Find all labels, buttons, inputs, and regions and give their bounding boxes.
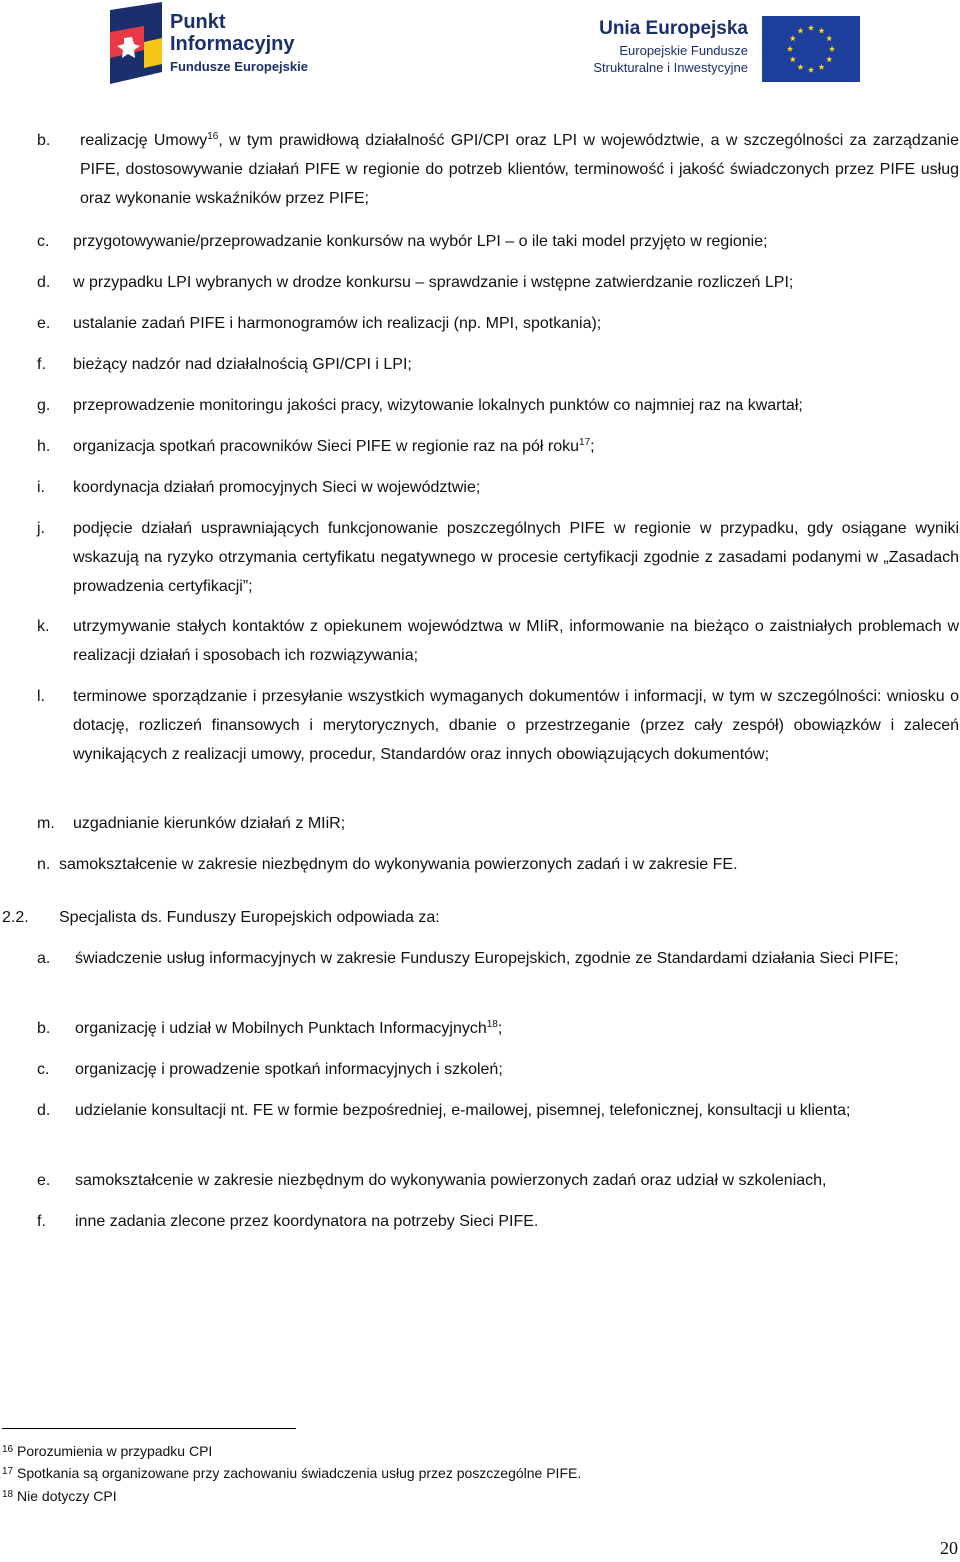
logo-text-fundusze: Fundusze Europejskie (170, 59, 308, 74)
footnote (2, 1486, 117, 1506)
list-text-part: organizacja spotkań pracowników Sieci PIFE w regionie raz na pół roku (73, 438, 580, 455)
list-label: c. (37, 1061, 50, 1078)
list-text: terminowe sporządzanie i przesyłanie wszystkich wymaganych dokumentów i informacji, w tym w szczególności: wniosku o dotację, rozliczeń finansowych i merytorycznych, dbanie o przestrzeganie (przez cały zespół) obowiązków i zaleceń wynikających z realizacji umowy, procedur, Standardów oraz innych obowiązujących dokumentów; (73, 688, 959, 763)
list-label: k. (37, 618, 50, 635)
punkt-informacyjny-logo (104, 2, 334, 86)
list-text: bieżący nadzór nad działalnością GPI/CPI i LPI; (73, 356, 412, 373)
list-label: n. (37, 856, 51, 873)
list-label: d. (37, 1102, 51, 1119)
logo-text-efs: Europejskie Fundusze (619, 43, 748, 58)
list-text (75, 1014, 959, 1043)
list-label: e. (37, 1172, 51, 1189)
unia-europejska-logo (580, 14, 860, 84)
list-label: i. (37, 479, 45, 496)
list-item (37, 126, 959, 216)
logo-text-informacyjny: Informacyjny (170, 33, 295, 55)
list-text: udzielanie konsultacji nt. FE w formie bezpośredniej, e-mailowej, pisemnej, telefonicznej, konsultacji u klienta; (75, 1102, 851, 1119)
list-text: ustalanie zadań PIFE i harmonogramów ich realizacji (np. MPI, spotkania); (73, 315, 602, 332)
list-label: c. (37, 233, 50, 250)
footnote-separator (2, 1428, 296, 1429)
logo-text-strukturalne: Strukturalne i Inwestycyjne (593, 60, 748, 75)
list-label: e. (37, 315, 51, 332)
list-label: b. (37, 1020, 51, 1037)
list-text: świadczenie usług informacyjnych w zakresie Funduszy Europejskich, zgodnie ze Standardami działania Sieci PIFE; (75, 950, 899, 967)
list-label: f. (37, 356, 46, 373)
list-text: inne zadania zlecone przez koordynatora na potrzeby Sieci PIFE. (75, 1213, 539, 1230)
section-number: 2.2. (2, 909, 29, 926)
list-text: w przypadku LPI wybranych w drodze konkursu – sprawdzanie i wstępne zatwierdzanie rozliczeń LPI; (73, 274, 794, 291)
list-label: b. (37, 132, 51, 149)
list-text: przygotowywanie/przeprowadzanie konkursów na wybór LPI – o ile taki model przyjęto w regionie; (73, 233, 768, 250)
list-label: f. (37, 1213, 46, 1230)
list-text-part: , w tym prawidłową działalność GPI/CPI oraz LPI w województwie, a w szczególności za zarządzanie PIFE, dostosowywanie działań PIFE w regionie do potrzeb klientów, terminowość i jakość świadczonych przez PIFE usług oraz wykonanie wskaźników przez PIFE; (80, 132, 959, 207)
footnote-number: 16 (2, 1444, 14, 1455)
page-number: 20 (940, 1538, 958, 1558)
list-text: koordynacja działań promocyjnych Sieci w województwie; (73, 479, 481, 496)
list-text-part: ; (497, 1020, 503, 1037)
logo-text-punkt: Punkt (170, 11, 226, 33)
footnote-ref: 17 (579, 437, 591, 448)
list-label: d. (37, 274, 51, 291)
footnote (2, 1463, 581, 1483)
footnote-number: 18 (2, 1489, 14, 1500)
list-label: g. (37, 397, 51, 414)
list-text: organizację i prowadzenie spotkań informacyjnych i szkoleń; (75, 1061, 503, 1078)
list-label: h. (37, 438, 51, 455)
footnote-number: 17 (2, 1466, 14, 1477)
footnote-text: Porozumienia w przypadku CPI (17, 1443, 213, 1459)
list-text: samokształcenie w zakresie niezbędnym do wykonywania powierzonych zadań oraz udział w szkoleniach, (75, 1172, 827, 1189)
logo-text-unia: Unia Europejska (599, 18, 748, 39)
list-label: a. (37, 950, 51, 967)
pife-emblem-icon (104, 2, 168, 86)
list-text: przeprowadzenie monitoringu jakości pracy, wizytowanie lokalnych punktów co najmniej raz na kwartał; (73, 397, 803, 414)
footnote-text: Spotkania są organizowane przy zachowaniu świadczenia usług przez poszczególne PIFE. (17, 1465, 582, 1481)
section-title: Specjalista ds. Funduszy Europejskich odpowiada za: (59, 909, 440, 926)
list-label: m. (37, 815, 55, 832)
footnote-text: Nie dotyczy CPI (17, 1488, 117, 1504)
list-text: podjęcie działań usprawniających funkcjonowanie poszczególnych PIFE w regionie w przypadku, gdy osiągane wyniki wskazują na ryzyko otrzymania certyfikatu negatywnego w procesie certyfikacji zgodnie z zasadami podanymi w „Zasadach prowadzenia certyfikacji”; (73, 520, 959, 595)
list-text-part: realizację Umowy (80, 132, 208, 149)
footnote-ref: 16 (207, 131, 219, 142)
list-label: j. (37, 520, 45, 537)
list-text: utrzymywanie stałych kontaktów z opiekunem województwa w MIiR, informowanie na bieżąco o zaistniałych problemach w realizacji działań i sposobach ich rozwiązywania; (73, 618, 959, 664)
footnote-ref: 18 (486, 1019, 498, 1030)
footnote (2, 1441, 212, 1461)
list-text-part: ; (590, 438, 595, 455)
list-text: uzgadnianie kierunków działań z MIiR; (73, 815, 346, 832)
list-text: samokształcenie w zakresie niezbędnym do wykonywania powierzonych zadań i w zakresie FE. (59, 856, 738, 873)
page-header (0, 0, 960, 92)
list-text (80, 126, 959, 213)
list-text-part: organizację i udział w Mobilnych Punktach Informacyjnych (75, 1020, 487, 1037)
list-text (73, 432, 959, 461)
eu-flag-icon (762, 16, 860, 82)
list-label: l. (37, 688, 45, 705)
